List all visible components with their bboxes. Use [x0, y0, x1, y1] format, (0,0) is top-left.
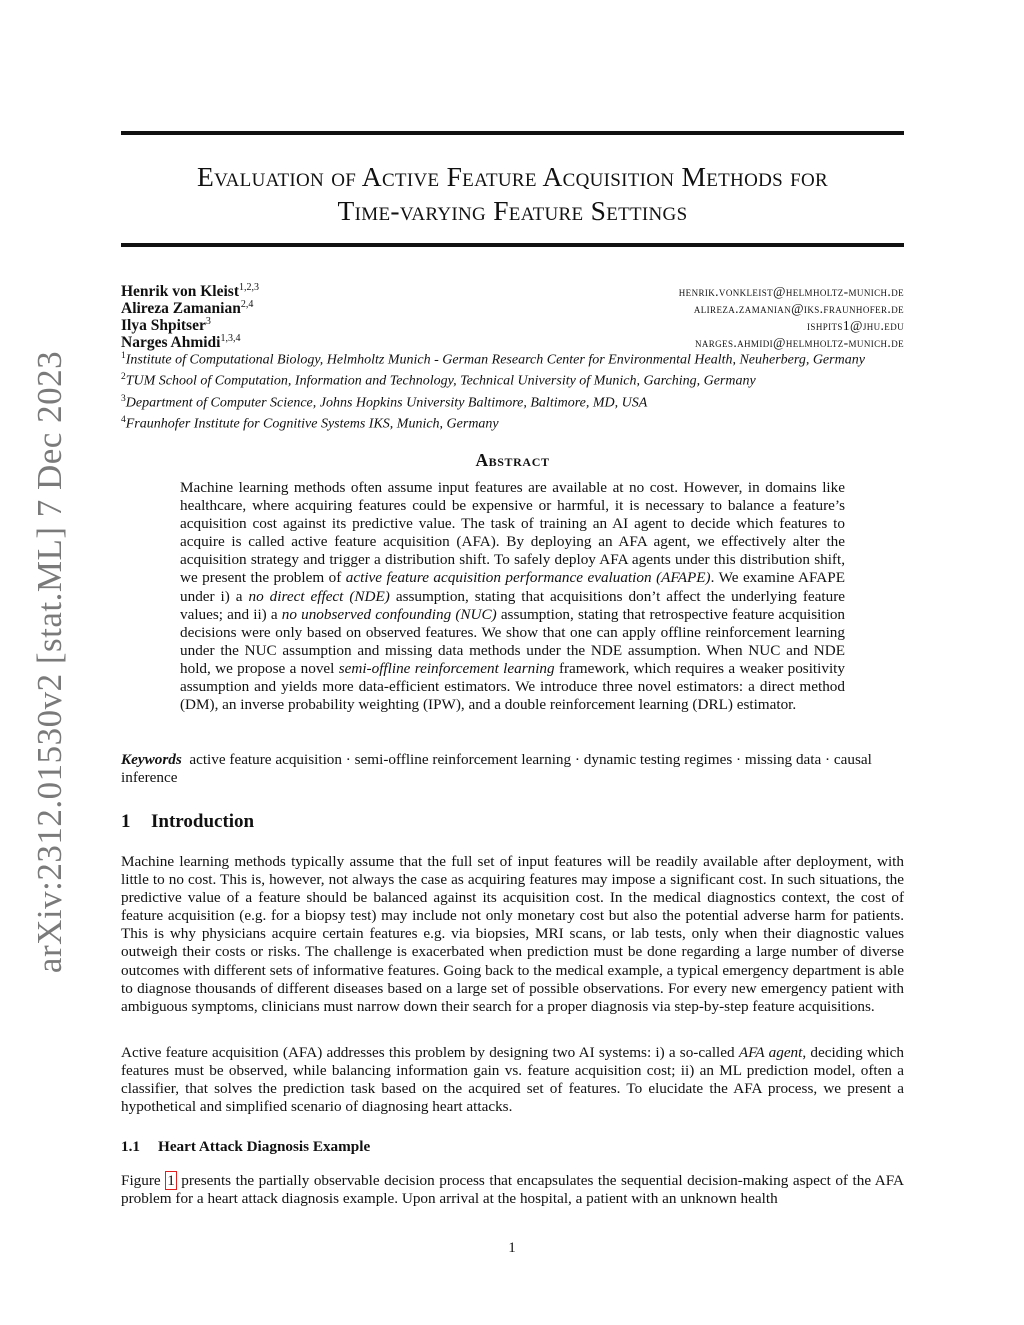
- subsection-heading: 1.1 Heart Attack Diagnosis Example: [121, 1138, 371, 1155]
- author-email[interactable]: ishpits1@jhu.edu: [807, 318, 904, 334]
- section-heading: 1 Introduction: [121, 811, 255, 832]
- paper-title: [121, 160, 904, 228]
- author-name: Henrik von Kleist$^{1,2,3}$: [121, 282, 259, 301]
- author-row: [121, 279, 904, 301]
- keywords-label: Keywords: [121, 751, 182, 768]
- author-name: Alireza Zamanian$^{2,4}$: [121, 299, 254, 318]
- affiliation-item: $^4$Fraunhofer Institute for Cognitive Systems IKS, Munich, Germany: [121, 415, 499, 433]
- title-line-1: Evaluation of Active Feature Acquisition Methods for: [196, 161, 829, 192]
- intro-paragraph-1: Machine learning methods typically assume that the full set of input features will be readily available after deployment, with little to no cost. This is, however, not always the case as acquiring features may impose a significant cost. In such situations, the predictive value of a feature should be balanced against its acquisition cost. In the medical diagnostics context, the cost of feature acquisition (e.g. for a biopsy test) may include not only monetary cost but also the potential adverse harm for patients. This is why physicians acquire certain features e.g. via biopsies, MRI scans, or lab tests, only when their diagnostic values outweigh their costs or risks. The challenge is exacerbated when prediction must be done regarding a large number of diverse outcomes with different sets of informative features. Going back to the medical example, a typical emergency department is able to diagnose thousands of different diseases based on a large set of possible observations. For every new emergency patient with ambiguous symptoms, clinicians must narrow down their search for a proper diagnosis via step-by-step feature acquisitions.: [121, 853, 904, 1015]
- title-line-2: Time-varying Feature Settings: [337, 195, 688, 226]
- author-name: Narges Ahmidi$^{1,3,4}$: [121, 333, 241, 352]
- author-block: [121, 279, 904, 352]
- subsection-paragraph: Figure 1 presents the partially observable decision process that encapsulates the sequential decision-making aspect of the AFA problem for a heart attack diagnosis example. Upon arrival at the hospital, a patient with an unknown health: [121, 1172, 905, 1208]
- abstract-heading: Abstract: [475, 450, 550, 470]
- title-rule-top: [121, 131, 904, 135]
- author-email[interactable]: alireza.zamanian@iks.fraunhofer.de: [693, 301, 904, 317]
- author-name: Ilya Shpitser$^3$: [121, 316, 211, 335]
- abstract-body: Machine learning methods often assume input features are available at no cost. However, in domains like healthcare, where acquiring features could be expensive or harmful, it is necessary to balance a feature’s acquisition cost against its predictive value. The task of training an AI agent to decide which features to acquire is called active feature acquisition (AFA). By deploying an AFA agent, we effectively alter the acquisition strategy and trigger a distribution shift. To safely deploy AFA agents under this distribution shift, we present the problem of active feature acquisition performance evaluation (AFAPE). We examine AFAPE under i) a no direct effect (NDE) assumption, stating that acquisitions don’t affect the underlying feature values; and ii) a no unobserved confounding (NUC) assumption, stating that retrospective feature acquisition decisions were only based on observed features. We show that one can apply offline reinforcement learning under the NUC assumption and missing data methods under the NDE assumption. When NUC and NDE hold, we propose a novel semi-offline reinforcement learning framework, which requires a weaker positivity assumption and yields more data-efficient estimators. We introduce three novel estimators: a direct method (DM), an inverse probability weighting (IPW), and a double reinforcement learning (DRL) estimator.: [180, 479, 846, 714]
- intro-paragraph-2: Active feature acquisition (AFA) addresses this problem by designing two AI systems: i) a so-called AFA agent, deciding which features must be observed, while balancing information gain vs. feature acquisition cost; ii) an ML prediction model, often a classifier, that solves the prediction task based on the acquired set of features. To elucidate the AFA process, we present a hypothetical and simplified scenario of diagnosing heart attacks.: [121, 1044, 904, 1116]
- affiliation-item: $^1$Institute of Computational Biology, Helmholtz Munich - German Research Center for Environmental Health, Neuherberg, Germany: [121, 351, 865, 368]
- page-number: 1: [508, 1240, 516, 1256]
- author-row: [121, 330, 904, 352]
- title-rule-bottom: [121, 243, 904, 247]
- keywords-text: active feature acquisition · semi-offline reinforcement learning · dynamic testing regimes · missing data · causal inference: [121, 751, 872, 787]
- arxiv-stamp: arXiv:2312.01530v2 [stat.ML] 7 Dec 2023: [30, 350, 69, 974]
- author-email[interactable]: narges.ahmidi@helmholtz-munich.de: [694, 335, 904, 351]
- affiliation-item: $^3$Department of Computer Science, Johns Hopkins University Baltimore, Baltimore, MD, USA: [121, 393, 648, 411]
- keywords: [121, 751, 904, 787]
- affiliation-item: $^2$TUM School of Computation, Information and Technology, Technical University of Munich, Garching, Germany: [121, 372, 756, 390]
- affiliation-list: [121, 348, 921, 434]
- author-email[interactable]: henrik.vonkleist@helmholtz-munich.de: [678, 284, 904, 300]
- figure-link[interactable]: 1: [167, 1172, 175, 1189]
